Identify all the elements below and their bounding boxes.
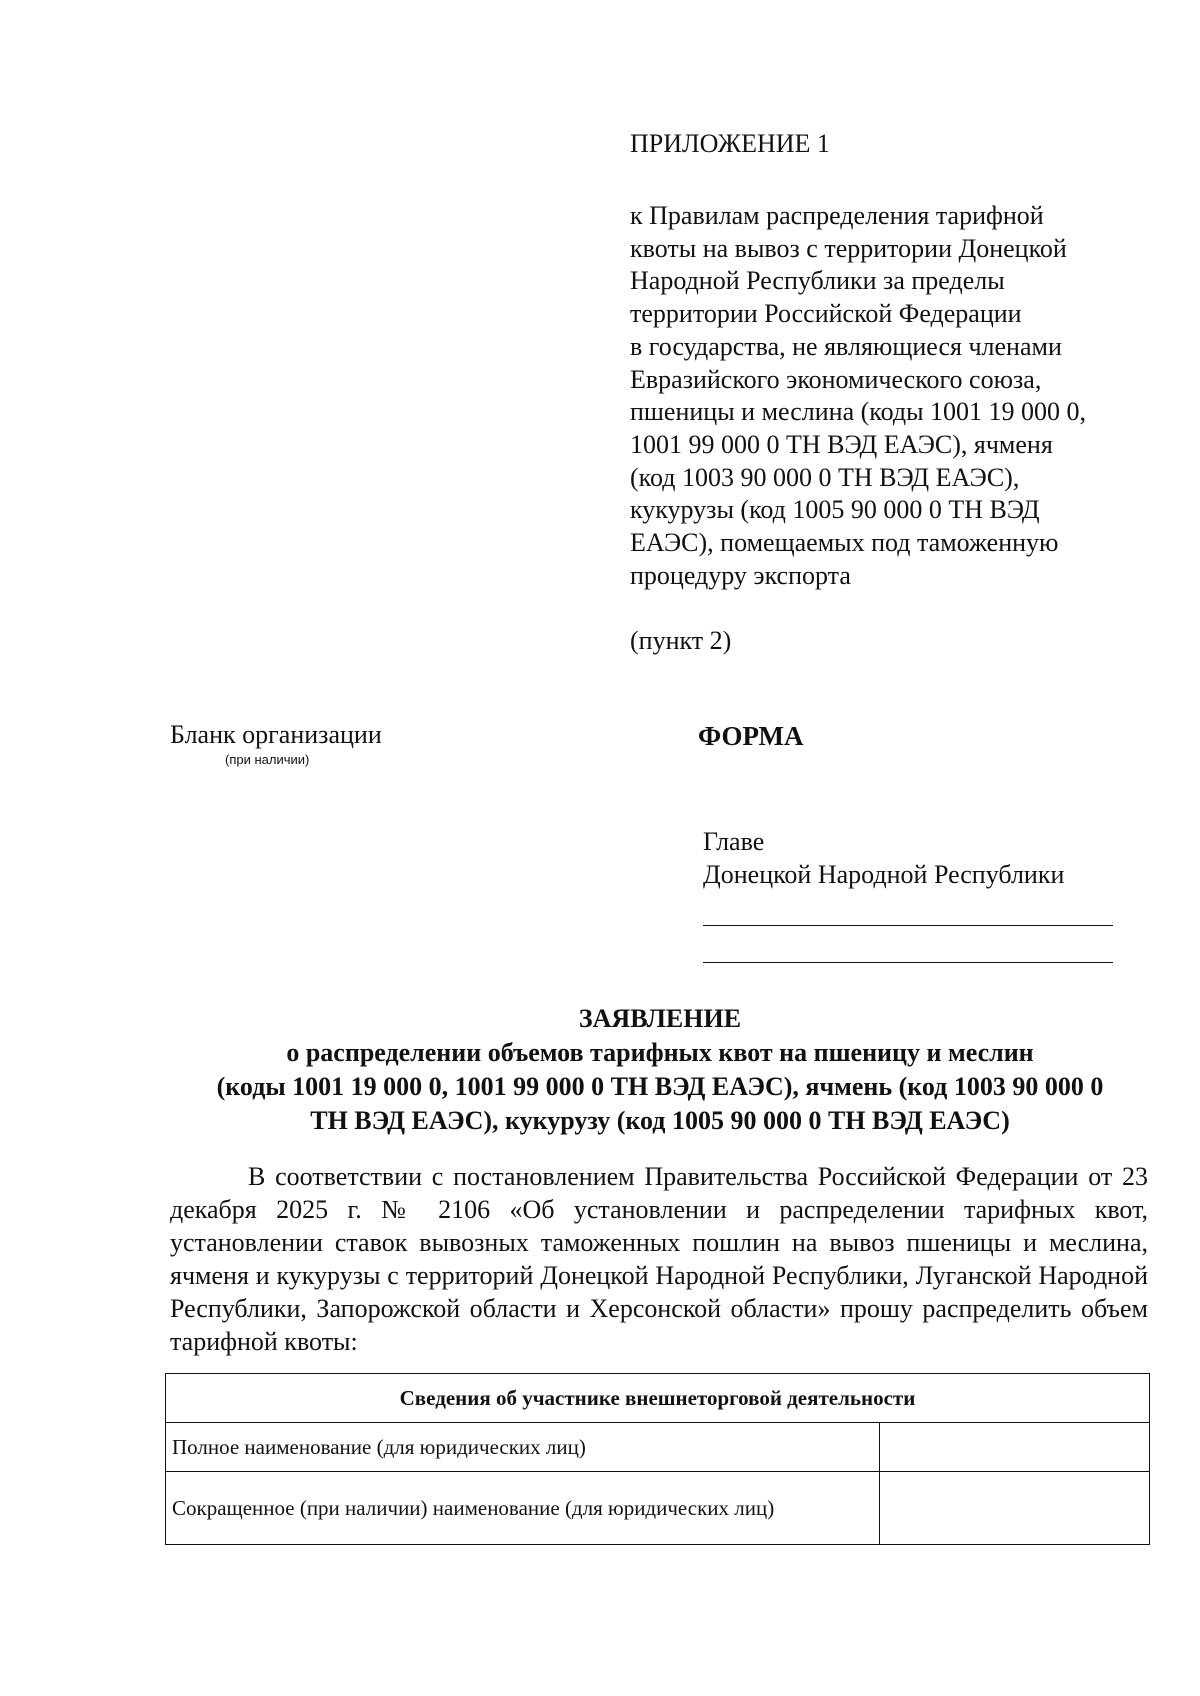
addressee-blank-line[interactable]	[703, 925, 1113, 926]
table-row-value-field[interactable]	[879, 1472, 1149, 1545]
addressee-block	[703, 825, 1064, 891]
table-row-label: Полное наименование (для юридических лиц)	[166, 1423, 880, 1472]
appendix-line: Народной Республики за пределы	[630, 266, 1005, 296]
heading-subtitle-line: (коды 1001 19 000 0, 1001 99 000 0 ТН ВЭД ЕАЭС), ячмень (код 1003 90 000 0	[216, 1072, 1104, 1101]
appendix-line: 1001 99 000 0 ТН ВЭД ЕАЭС), ячменя	[630, 429, 1053, 459]
appendix-line: кукурузы (код 1005 90 000 0 ТН ВЭД	[630, 495, 1040, 525]
appendix-description	[630, 200, 1150, 592]
document-heading	[170, 1002, 1150, 1138]
participant-info-table	[165, 1373, 1150, 1545]
table-row-value-field[interactable]	[879, 1423, 1149, 1472]
appendix-line: Евразийского экономического союза,	[630, 364, 1042, 394]
table-header: Сведения об участнике внешнеторговой деятельности	[166, 1374, 1150, 1423]
appendix-line: пшеницы и меслина (коды 1001 19 000 0,	[630, 397, 1087, 427]
appendix-line: ЕАЭС), помещаемых под таможенную	[630, 528, 1059, 558]
appendix-line: к Правилам распределения тарифной	[630, 201, 1044, 230]
organization-blank-label: Бланк организации	[170, 720, 382, 749]
heading-title: ЗАЯВЛЕНИЕ	[578, 1004, 742, 1033]
appendix-line: (код 1003 90 000 0 ТН ВЭД ЕАЭС),	[630, 462, 1020, 492]
heading-subtitle-line: о распределении объемов тарифных квот на пшеницу и меслин	[286, 1038, 1034, 1067]
appendix-line: квоты на вывоз с территории Донецкой	[630, 233, 1067, 263]
addressee-blank-line[interactable]	[703, 962, 1113, 963]
table-row	[166, 1423, 1150, 1472]
table-row-label: Сокращенное (при наличии) наименование (для юридических лиц)	[166, 1472, 880, 1545]
heading-subtitle-line: ТН ВЭД ЕАЭС), кукурузу (код 1005 90 000 0 ТН ВЭД ЕАЭС)	[310, 1106, 1010, 1135]
appendix-line: в государства, не являющиеся членами	[630, 331, 1062, 361]
addressee-line: Главе	[703, 827, 765, 856]
appendix-title: ПРИЛОЖЕНИЕ 1	[630, 129, 830, 158]
form-label: ФОРМА	[698, 721, 804, 751]
appendix-line: территории Российской Федерации	[630, 299, 1022, 329]
table-row	[166, 1472, 1150, 1545]
addressee-line: Донецкой Народной Республики	[703, 860, 1065, 889]
appendix-point-reference: (пункт 2)	[630, 626, 732, 655]
organization-blank-note: (при наличии)	[225, 752, 310, 767]
appendix-line: процедуру экспорта	[630, 560, 851, 590]
request-paragraph: В соответствии с постановлением Правительства Российской Федерации от 23 декабря 2025 г. № 2106 «Об установлении и распределении тарифных квот, установлении ставок вывозных таможенных пошлин на вывоз пшеницы и меслина, ячменя и кукурузы с территорий Донецкой Народной Республики, Луганской Народной Республики, Запорожской области и Херсонской области» прошу распределить объем тарифной квоты:	[170, 1162, 1148, 1356]
